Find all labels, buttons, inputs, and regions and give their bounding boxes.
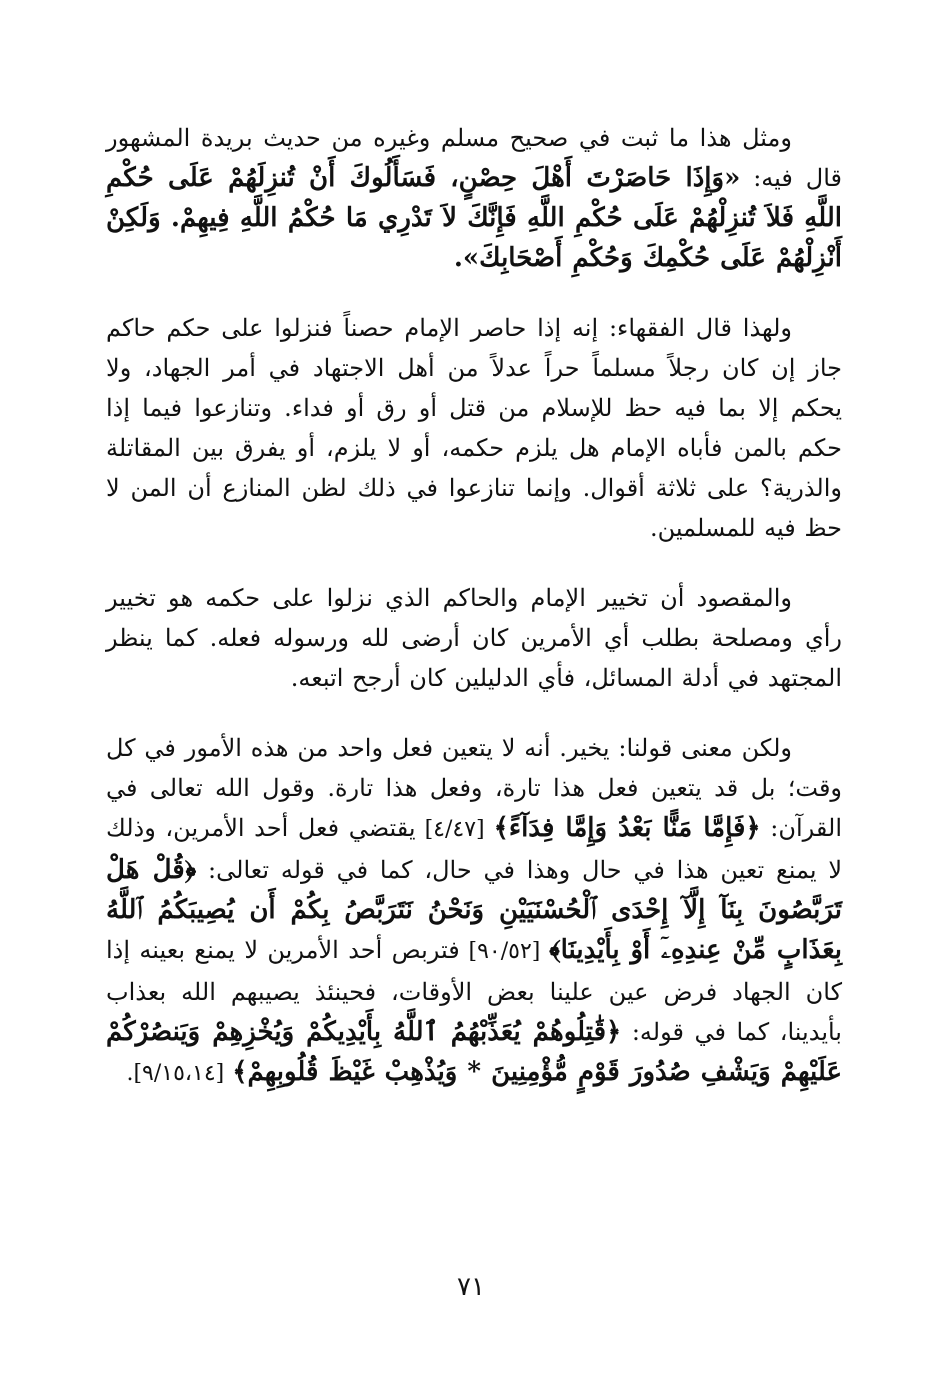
page-body (106, 118, 842, 1120)
quran-verse: ﴿قَٰتِلُوهُمْ يُعَذِّبْهُمُ ٱللَّهُ بِأَيْدِيكُمْ وَيُخْزِهِمْ وَيَنصُرْكُمْ عَلَيْهِمْ وَيَشْفِ صُدُورَ قَوْمٍ مُّؤْمِنِينَ * وَيُذْهِبْ غَيْظَ قُلُوبِهِمْ﴾ (106, 1017, 842, 1087)
quran-verse: ﴿قُلْ هَلْ تَرَبَّصُونَ بِنَآ إِلَّآ إِحْدَى ٱلْحُسْنَيَيْنِ وَنَحْنُ نَتَرَبَّصُ بِكُمْ أَن يُصِيبَكُمُ ٱللَّهُ بِعَذَابٍ مِّنْ عِندِهِۦٓ أَوْ بِأَيْدِينَا﴾ (106, 855, 843, 965)
paragraph-text: ومثل هذا ما ثبت في صحيح مسلم وغيره من حديث بريدة المشهور قال فيه: (106, 124, 842, 192)
paragraph-hadith (106, 118, 842, 278)
verse-reference: [٤/٤٧] (415, 817, 494, 842)
hadith-quote: «وَإِذَا حَاصَرْتَ أَهْلَ حِصْنٍ، فَسَأَلُوكَ أَنْ تُنزِلَهُمْ عَلَى حُكْمِ اللَّهِ فَلاَ تُنزِلْهُمْ عَلَى حُكْمِ اللَّهِ فَإِنَّكَ لاَ تَدْرِي مَا حُكْمُ اللَّهِ فِيهِمْ. وَلَكِنْ أَنْزِلْهُمْ عَلَى حُكْمِكَ وَحُكْمِ أَصْحَابِكَ». (106, 163, 842, 273)
verse-reference: [٩٠/٥٢] (459, 939, 550, 964)
paragraph-text: والمقصود أن تخيير الإمام والحاكم الذي نزلوا على حكمه هو تخيير رأي ومصلحة بطلب أي الأمرين كان أرضى لله ورسوله فعله. كما ينظر المجتهد في أدلة المسائل، فأي الدليلين كان أرجح اتبعه. (106, 584, 842, 692)
paragraph-yukhayyar (106, 728, 842, 1094)
paragraph-text: ولهذا قال الفقهاء: إنه إذا حاصر الإمام حصناً فنزلوا على حكم حاكم جاز إن كان رجلاً مسلماً حراً عدلاً من أهل الاجتهاد في أمر الجهاد، ولا يحكم إلا بما فيه حظ للإسلام من قتل أو رق أو فداء. وتنازعوا فيما إذا حكم بالمن فأباه الإمام هل يلزم حكمه، أو لا يلزم، أو يفرق بين المقاتلة والذرية؟ على ثلاثة أقوال. وإنما تنازعوا في ذلك لظن المنازع أن المن لا حظ فيه للمسلمين. (106, 314, 842, 542)
verse-reference: [٩/١٥،١٤]. (126, 1061, 233, 1086)
paragraph-text: ولكن معنى قولنا: يخير. أنه لا يتعين فعل واحد من هذه الأمور في كل وقت؛ بل قد يتعين فعل هذا تارة، وفعل هذا تارة. وقول الله تعالى في القرآن: (106, 734, 843, 842)
paragraph-fuqaha (106, 308, 842, 548)
paragraph-text: يقتضي فعل أحد الأمرين، وذلك لا يمنع تعين هذا في حال وهذا في حال، كما في قوله تعالى: (106, 814, 843, 884)
quran-verse: ﴿فَإِمَّا مَنًّا بَعْدُ وَإِمَّا فِدَآءً﴾ (493, 813, 761, 843)
paragraph-text: فتربص أحد الأمرين لا يمنع بعينه إذا كان الجهاد فرض عين علينا بعض الأوقات، فحينئذ يصيبهم الله بعذاب بأيدينا، كما في قوله: (106, 936, 842, 1046)
paragraph-maqsud (106, 578, 842, 698)
page-number: ٧١ (457, 1272, 485, 1302)
